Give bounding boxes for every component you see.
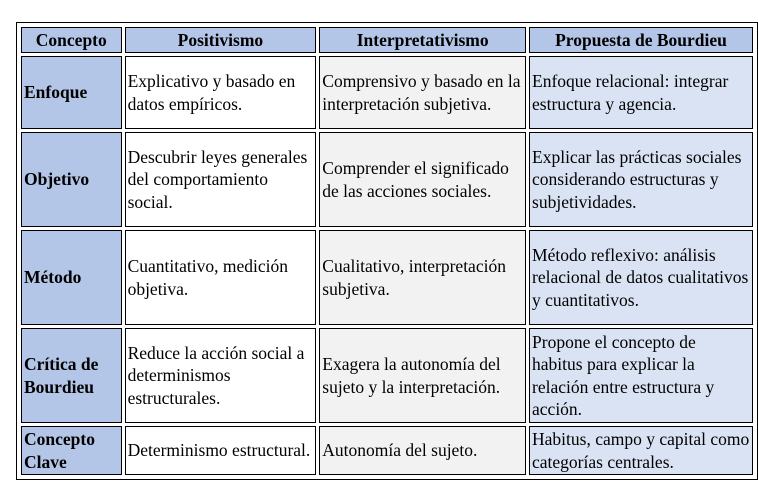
cell-bourdieu: Enfoque relacional: integrar estructura y agencia. [529,56,753,129]
row-concept: Objetivo [21,132,122,227]
table-row [21,426,753,475]
cell-interpretativismo: Comprender el significado de las acciones sociales. [319,132,526,227]
cell-bourdieu: Propone el concepto de habitus para explicar la relación entre estructura y acción. [529,328,753,423]
cell-interpretativismo: Comprensivo y basado en la interpretación subjetiva. [319,56,526,129]
row-concept: Crítica de Bourdieu [21,328,122,423]
cell-positivismo: Cuantitativo, medición objetiva. [125,230,317,325]
row-concept: Método [21,230,122,325]
header-positivismo: Positivismo [125,27,317,53]
row-concept: Concepto Clave [21,426,122,475]
table-row [21,328,753,423]
header-concepto: Concepto [21,27,122,53]
cell-positivismo: Determinismo estructural. [125,426,317,475]
cell-interpretativismo: Autonomía del sujeto. [319,426,526,475]
comparison-table [16,22,758,480]
cell-interpretativismo: Exagera la autonomía del sujeto y la interpretación. [319,328,526,423]
cell-positivismo: Descubrir leyes generales del comportamiento social. [125,132,317,227]
cell-positivismo: Reduce la acción social a determinismos estructurales. [125,328,317,423]
table-row [21,230,753,325]
table-row [21,56,753,129]
header-interpretativismo: Interpretativismo [319,27,526,53]
row-concept: Enfoque [21,56,122,129]
table-row [21,132,753,227]
cell-bourdieu: Habitus, campo y capital como categorías centrales. [529,426,753,475]
cell-interpretativismo: Cualitativo, interpretación subjetiva. [319,230,526,325]
cell-positivismo: Explicativo y basado en datos empíricos. [125,56,317,129]
cell-bourdieu: Explicar las prácticas sociales considerando estructuras y subjetividades. [529,132,753,227]
header-bourdieu: Propuesta de Bourdieu [529,27,753,53]
header-row [21,27,753,53]
cell-bourdieu: Método reflexivo: análisis relacional de datos cualitativos y cuantitativos. [529,230,753,325]
